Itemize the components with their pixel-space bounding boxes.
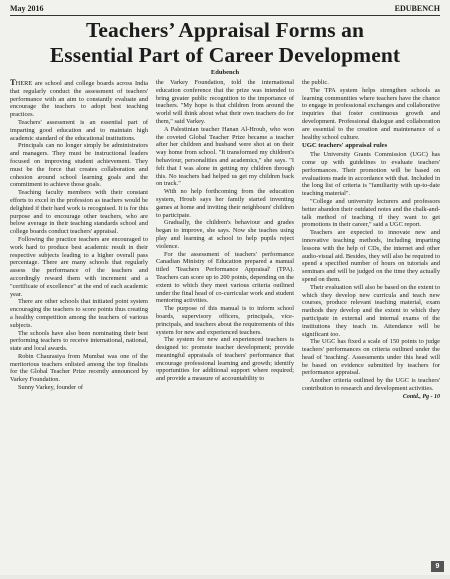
paragraph: Robin Chaurasiya from Mumbai was one of the meritorious teachers enlisted among the top finalists for the Global Teacher Prize recently announced by Varkey Foundation. [10,352,148,384]
column-2 [156,79,294,579]
magazine-name: EDUBENCH [394,4,440,13]
paragraph: Following the practice teachers are encouraged to work hard to produce best academic result in their respective subjects leading to a higher overall pass percentage. There are many schools that regularly assess the performance of the teachers and accordingly reward them with increment and a "certificate of excellence" at the end of each academic year. [10,235,148,298]
paragraph: "College and university lecturers and professors better abandon their outdated notes and the chalk-and-talk method of teaching if they want to get promotions in their career," said a UGC report. [302,197,440,229]
paragraph: Principals can no longer simply be administrators and managers. They must be instructional leaders focused on improving student achievement. They must be the force that creates collaboration and cohesion around school learning goals and the commitment to achieve those goals. [10,142,148,189]
paragraph: For the assessment of teachers' performance Canadian Ministry of Education prepared a manual titled 'Teachers Performance Appraisal' (TPA). Teachers can score up to 200 points, depending on the extent to which they meet various criteria outlined under the final head of co-curricular work and student mentoring activities. [156,250,294,305]
paragraph: Another criteria outlined by the UGC is teachers' contribution to research and development activities. [302,377,440,393]
header-rule [10,15,440,16]
article-title [10,18,440,68]
issue-date: May 2016 [10,4,44,13]
paragraph: There are other schools that initiated point system encouraging the teachers to score points thus creating a healthy competition among the teachers of various subjects. [10,298,148,329]
title-line-1: Teachers’ Appraisal Forms an [85,18,365,42]
paragraph: The UGC has fixed a scale of 150 points to judge teachers' performances on criteria outlined under the head of 'teaching'. Assessments under this head will be based on evidence submitted by teachers for performance appraisal. [302,338,440,377]
column-1 [10,79,148,579]
paragraph: The University Grants Commission (UGC) has come up with guidelines to evaluate teachers' performances. Their promotion will be based on evaluations made in accordance with that. Included in the long list of criteria is "familiarity with up-to-date teaching material". [302,151,440,198]
paragraph: With no help forthcoming from the education system, Hroub says her family started inventing games at home and inviting their neighbours' children to participate. [156,188,294,219]
paragraph [10,79,148,119]
drop-cap: T [10,79,16,87]
paragraph: the public. [302,79,329,86]
paragraph: Sunny Varkey, founder of [18,384,84,392]
column-3 [302,79,440,579]
section-subheading: UGC teachers' appraisal rules [302,142,388,150]
page-number: 9 [431,561,444,572]
paragraph: the Varkey Foundation, told the international education conference that the prize was intended to bring greater public recognition to the importance of teachers. "My hope is that children from around the world will think about what their own teachers do for them," said Varkey. [156,79,294,125]
title-line-2: Essential Part of Career Development [49,43,401,67]
paragraph: The system for new and experienced teachers is designed to: promote teacher development; provide meaningful appraisals of teachers' performance that encourage professional learning and growth; identify opportunities for additional support where required; and provide a measure of accountability to [156,336,294,383]
continued-note: Contd., Pg - 10 [402,393,440,400]
paragraph: Teachers are expected to innovate new and innovative teaching methods, including imparting lessons with the help of CDs, the internet and other audio-visual aid. Besides, they will also be required to spend a specified number of hours on tutorials and seminars and will be judged on the time they actually spend on them. [302,229,440,283]
paragraph: Their evaluation will also be based on the extent to which they develop new curricula and teach new courses, produce relevant teaching material, exam methods they develop and the extent to which they participate in external and internal exams of the institutions they teach in. Attendance will be significant too. [302,283,440,338]
paragraph-text: HERE are school and college boards across India that regularly conduct the assessment of teachers' performance with an aim to constantly evaluate and encourage the teachers to adopt best teaching practices. [10,80,148,119]
paragraph: Teachers' assessment is an essential part of imparting good education and to maintain high academic standard of the educational institutions. [10,118,148,142]
byline: Edubench [210,69,240,76]
paragraph: The purpose of this manual is to inform school boards, supervisory officers, principals, vice-principals, and teachers about the requirements of this system for new and experienced teachers. [156,305,294,336]
paragraph: Teaching faculty members with their constant efforts to excel in the profession as teachers would be delighted if their hard work is recognised. It is for this purpose and to encourage other teachers, who are below average in their teaching standards school and college boards conduct teachers' appraisal. [10,189,148,236]
article-body [10,79,440,579]
page-header [10,0,440,15]
paragraph: A Palestinian teacher Hanan Al-Hroub, who won the coveted Global Teacher Prize became a teacher after her children and husband were shot at on their way home from school. "It transformed my children's behaviour, personalities and academics," she says. "I felt that I was alone in getting my children through this. No teachers had helped us get my children back on track." [156,125,294,188]
paragraph: The TPA system helps strengthen schools as learning communities where teachers have the chance to engage in professional exchanges and collaborative inquiries that foster continuous growth and development. Professional dialogue and collaboration are essential to the creation and maintenance of a healthy school culture. [302,86,440,141]
paragraph: Gradually, the children's behaviour and grades began to improve, she says. Now she teaches using play and learning at school to help pupils reject violence. [156,219,294,250]
paragraph: The schools have also been nominating their best performing teachers to receive international, national, state and local awards. [10,329,148,353]
